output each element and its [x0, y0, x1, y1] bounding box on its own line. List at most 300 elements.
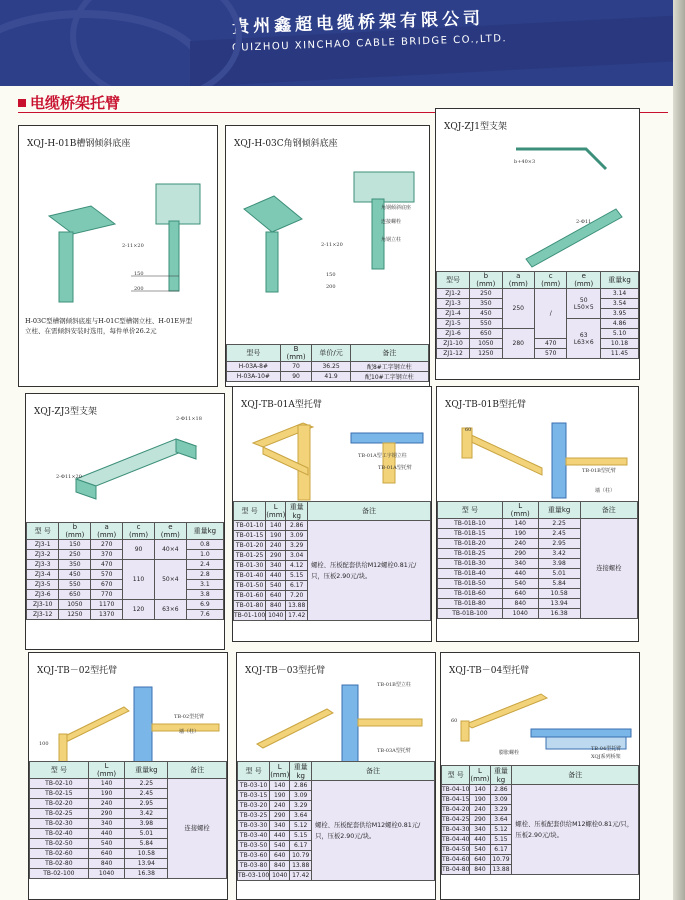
table-cell: TB-01B-100 — [438, 609, 503, 619]
table-cell: 840 — [502, 599, 538, 609]
table-cell: 190 — [502, 529, 538, 539]
table-cell: TB-02-40 — [30, 829, 89, 839]
table-cell: 190 — [270, 791, 290, 801]
table-cell: 650 — [470, 329, 502, 339]
table-cell: 10.18 — [601, 339, 639, 349]
table-cell: 13.88 — [290, 861, 312, 871]
table-cell: ZJ1-6 — [437, 329, 470, 339]
table-cell: TB-01-80 — [234, 601, 266, 611]
table-cell: 140 — [470, 785, 490, 795]
table-cell: TB-03-80 — [238, 861, 270, 871]
spec-table — [29, 761, 227, 879]
table-cell: 280 — [502, 329, 534, 359]
table-cell: TB-01-50 — [234, 581, 266, 591]
dim-slot: 2-11×20 — [321, 242, 343, 248]
table-header-cell: L (mm) — [502, 502, 538, 519]
table-cell: 2.86 — [286, 521, 308, 531]
table-header-cell: 备注 — [350, 345, 428, 362]
table-cell: 440 — [266, 571, 286, 581]
table-cell: 540 — [88, 839, 125, 849]
table-header-cell: 型 号 — [442, 766, 470, 785]
table-cell: TB-01-20 — [234, 541, 266, 551]
table-header-cell: 备注 — [312, 762, 435, 781]
table-cell: 90 — [123, 540, 155, 560]
table-cell: 13.88 — [490, 865, 512, 875]
table-cell: 840 — [88, 859, 125, 869]
table-cell: 5.15 — [490, 835, 512, 845]
table-cell: 640 — [266, 591, 286, 601]
table-header-cell: 型 号 — [238, 762, 270, 781]
table-cell: 110 — [123, 560, 155, 600]
table-cell: 1370 — [91, 610, 123, 620]
table-cell: 250 — [470, 289, 502, 299]
table-row — [234, 521, 431, 531]
table-cell: 1050 — [470, 339, 502, 349]
table-cell: 670 — [91, 580, 123, 590]
table-cell: TB-02-100 — [30, 869, 89, 879]
table-cell: TB-01B-10 — [438, 519, 503, 529]
table-header-cell: 重量kg — [286, 502, 308, 521]
table-cell: 50 L50×5 — [567, 289, 601, 319]
panel-tb01b — [436, 386, 639, 642]
table-cell: TB-03-20 — [238, 801, 270, 811]
table-cell: TB-01B-60 — [438, 589, 503, 599]
table-cell: 70 — [280, 362, 312, 372]
page-edge — [673, 0, 685, 900]
table-cell: 13.88 — [286, 601, 308, 611]
table-cell: 240 — [266, 541, 286, 551]
table-cell: ZJ3-6 — [27, 590, 59, 600]
label-angle-base: 角钢倾斜底座 — [381, 205, 412, 211]
table-cell: 1050 — [59, 600, 91, 610]
table-row — [437, 349, 639, 359]
table-header-cell: 型号 — [227, 345, 281, 362]
table-cell: TB-04-60 — [442, 856, 470, 863]
dim-200: 200 — [326, 284, 336, 290]
table-cell: TB-01B-80 — [438, 599, 503, 609]
table-header-cell: e (mm) — [567, 272, 601, 289]
table-cell: 550 — [470, 319, 502, 329]
table-cell: 3.64 — [290, 811, 312, 821]
table-cell: 2.4 — [186, 560, 223, 570]
table-cell: ZJ3-5 — [27, 580, 59, 590]
table-header-cell: 型 号 — [438, 502, 503, 519]
table-cell: TB-02-60 — [30, 849, 89, 859]
panel-title: XQJ-ZJ3型支架 — [34, 407, 98, 417]
table-header-cell: L (mm) — [88, 762, 125, 779]
table-cell: 3.64 — [490, 815, 512, 825]
panel-title: XQJ-TB－03型托臂 — [245, 666, 326, 676]
table-cell: TB-03-50 — [238, 841, 270, 851]
table-cell: ZJ3-12 — [27, 610, 59, 620]
table-cell: TB-01B-15 — [438, 529, 503, 539]
table-cell: 2.45 — [125, 789, 168, 799]
label-tray: XQJ系列桥架 — [591, 754, 621, 760]
table-cell: 4.12 — [286, 561, 308, 571]
table-cell: 5.01 — [538, 569, 580, 579]
table-cell: 6.17 — [286, 581, 308, 591]
dim-width: b+40×3 — [514, 159, 536, 165]
table-cell: 470 — [91, 560, 123, 570]
table-header-cell: b (mm) — [59, 523, 91, 540]
table-cell: 5.15 — [286, 571, 308, 581]
table-cell: ZJ1-5 — [437, 319, 470, 329]
table-cell: TB-02-50 — [30, 839, 89, 849]
dim-holes-top: 2-Φ11×18 — [176, 416, 202, 422]
table-cell: 240 — [270, 801, 290, 811]
table-cell: 螺栓、压板配套供给M12螺栓0.81元/只，压板2.90元/块。 — [308, 521, 431, 621]
panel-title: XQJ-ZJ1型支架 — [444, 122, 508, 132]
panel-zj1 — [435, 108, 640, 380]
label-bolt: 连接螺栓 — [381, 219, 402, 225]
table-cell: 1040 — [88, 869, 125, 879]
table-cell: 190 — [266, 531, 286, 541]
label-arm: TB-02型托臂 — [174, 714, 205, 720]
table-cell: ZJ1-12 — [437, 349, 470, 359]
company-name-en: GUIZHOU XINCHAO CABLE BRIDGE CO.,LTD. — [231, 33, 508, 54]
table-cell: 10.58 — [538, 589, 580, 599]
table-cell: 770 — [91, 590, 123, 600]
table-cell: 3.42 — [538, 549, 580, 559]
table-cell: 240 — [502, 539, 538, 549]
table-cell: 63×6 — [154, 600, 186, 620]
table-row — [27, 560, 224, 570]
table-cell: 2.25 — [125, 779, 168, 789]
panel-tb03 — [236, 652, 436, 900]
table-row — [442, 785, 639, 795]
table-cell: 3.14 — [601, 289, 639, 299]
table-cell: 7.6 — [186, 610, 223, 620]
table-header-cell: 重量kg — [125, 762, 168, 779]
table-cell: 10.58 — [125, 849, 168, 859]
table-header-cell: 备注 — [512, 766, 639, 785]
dim-200: 200 — [134, 286, 144, 292]
table-cell: 150 — [59, 540, 91, 550]
table-row — [227, 362, 429, 372]
table-cell: 540 — [502, 579, 538, 589]
dim-60: 60 — [465, 427, 472, 433]
table-cell: 2.8 — [186, 570, 223, 580]
table-header-cell: L (mm) — [470, 767, 490, 783]
table-cell: TB-04-80 — [442, 866, 470, 873]
table-cell: 1040 — [270, 871, 290, 881]
table-row — [27, 540, 224, 550]
table-cell: 3.09 — [286, 531, 308, 541]
table-cell: 3.29 — [490, 805, 512, 815]
table-cell: 250 — [502, 289, 534, 329]
table-cell: 5.12 — [490, 825, 512, 835]
panel-zj3 — [25, 393, 225, 650]
table-cell: 5.01 — [125, 829, 168, 839]
panel-title: XQJ-TB-01A型托臂 — [241, 400, 322, 410]
table-cell: 120 — [123, 600, 155, 620]
spec-table — [237, 761, 435, 881]
table-cell: TB-01B-30 — [438, 559, 503, 569]
page-header — [0, 0, 685, 86]
table-cell: 650 — [59, 590, 91, 600]
table-cell: 540 — [470, 845, 490, 855]
table-cell: 2.86 — [290, 781, 312, 791]
table-cell: 290 — [266, 551, 286, 561]
table-cell: TB-03-60 — [238, 851, 270, 861]
table-cell: 840 — [270, 861, 290, 871]
table-cell: ZJ3-2 — [27, 550, 59, 560]
table-header-cell: 型 号 — [27, 523, 59, 540]
table-cell: 3.29 — [286, 541, 308, 551]
table-cell: 470 — [534, 339, 566, 349]
table-cell: 250 — [59, 550, 91, 560]
table-cell: 5.84 — [538, 579, 580, 589]
dim-holes: 2-Φ11 — [576, 219, 592, 225]
label-anchor: 膨胀螺栓 — [499, 750, 520, 756]
table-cell: 1170 — [91, 600, 123, 610]
table-cell: ZJ3-10 — [27, 600, 59, 610]
table-header-cell: 重量kg — [538, 502, 580, 519]
table-cell: 41.9 — [312, 372, 350, 382]
table-cell: 10.79 — [290, 851, 312, 861]
table-cell: TB-02-10 — [30, 779, 89, 789]
panel-h03c — [225, 125, 430, 387]
table-cell: 1250 — [470, 349, 502, 359]
table-cell: ZJ1-3 — [437, 299, 470, 309]
dim-slot: 2-11×20 — [122, 243, 144, 249]
table-cell: 190 — [470, 795, 490, 805]
company-name-cn: 贵州鑫超电缆桥架有限公司 — [231, 8, 485, 38]
dim-150: 150 — [134, 271, 144, 277]
table-cell: 17.42 — [286, 611, 308, 621]
table-header-cell: 单价/元 — [312, 345, 350, 362]
table-cell: TB-03-25 — [238, 811, 270, 821]
table-cell: 3.98 — [125, 819, 168, 829]
label-arm: TB-04型托臂 — [591, 746, 622, 752]
table-cell: 440 — [470, 835, 490, 845]
table-header-cell: a (mm) — [502, 272, 534, 289]
table-cell: 16.38 — [125, 869, 168, 879]
table-cell: 1040 — [502, 609, 538, 619]
table-cell: 640 — [270, 851, 290, 861]
table-header-cell: c (mm) — [123, 523, 155, 540]
table-cell: 11.45 — [601, 349, 639, 359]
table-cell: 3.54 — [601, 299, 639, 309]
tb01a-arm-illustration — [243, 413, 428, 508]
table-cell: TB-03-15 — [238, 791, 270, 801]
table-cell: TB-03-40 — [238, 831, 270, 841]
table-cell: TB-01-10 — [234, 521, 266, 531]
table-cell: 13.94 — [538, 599, 580, 609]
table-cell: 50×4 — [154, 560, 186, 600]
table-cell: 240 — [470, 805, 490, 815]
table-cell: 840 — [266, 601, 286, 611]
table-cell: ZJ3-1 — [27, 540, 59, 550]
table-cell: 连接螺栓 — [580, 519, 637, 619]
table-header-cell: 备注 — [580, 502, 637, 519]
table-cell: 140 — [88, 779, 125, 789]
table-cell: 350 — [470, 299, 502, 309]
spec-table — [441, 765, 639, 875]
section-title: 电缆桥架托臂 — [18, 92, 120, 113]
table-header-cell: 备注 — [168, 762, 227, 779]
dim-150: 150 — [326, 272, 336, 278]
spec-table — [437, 501, 638, 619]
spec-table — [233, 501, 431, 621]
table-cell: 450 — [470, 309, 502, 319]
table-cell: 7.20 — [286, 591, 308, 601]
panel-title: XQJ-TB－02型托臂 — [37, 666, 118, 676]
table-cell: 340 — [470, 825, 490, 835]
table-cell: 3.09 — [490, 795, 512, 805]
table-cell: 840 — [470, 865, 490, 875]
table-cell: 63 L63×6 — [567, 319, 601, 359]
table-cell: 配8#工字钢立柱 — [350, 362, 428, 372]
table-cell: 0.8 — [186, 540, 223, 550]
table-cell: 2.86 — [490, 785, 512, 795]
table-cell: TB-01B-25 — [438, 549, 503, 559]
table-cell: TB-04-20 — [442, 806, 470, 813]
panel-title: XQJ-H-01B槽钢倾斜底座 — [27, 139, 131, 149]
table-cell: 540 — [266, 581, 286, 591]
label-arm: TB-01B型托臂 — [582, 468, 616, 474]
table-cell: 550 — [59, 580, 91, 590]
table-cell: 13.94 — [125, 859, 168, 869]
table-header-cell: 重量kg — [601, 272, 639, 289]
table-cell: 2.45 — [538, 529, 580, 539]
label-arm: TB-03A型托臂 — [377, 748, 411, 754]
table-cell: 640 — [502, 589, 538, 599]
table-cell: 10.79 — [490, 855, 512, 865]
table-cell: 370 — [91, 550, 123, 560]
table-cell: 3.8 — [186, 590, 223, 600]
table-cell: 450 — [59, 570, 91, 580]
table-cell: TB-02-20 — [30, 799, 89, 809]
table-header-cell: B (mm) — [280, 345, 312, 362]
table-cell: 1.0 — [186, 550, 223, 560]
panel-tb04 — [440, 652, 640, 900]
table-header-cell: e (mm) — [154, 523, 186, 540]
table-cell: 螺栓、压板配套供给M12螺栓0.81元/只，压板2.90元/块。 — [512, 785, 639, 875]
panel-title: XQJ-TB-01B型托臂 — [445, 400, 527, 410]
dim-100: 100 — [39, 741, 49, 747]
table-cell: TB-04-50 — [442, 846, 470, 853]
table-cell: 16.38 — [538, 609, 580, 619]
table-cell: TB-02-30 — [30, 819, 89, 829]
table-cell: 640 — [470, 855, 490, 865]
table-cell: TB-04-10 — [442, 786, 470, 793]
table-cell: 290 — [502, 549, 538, 559]
table-cell: H-03A-8# — [227, 362, 281, 372]
table-cell: 2.95 — [538, 539, 580, 549]
table-header-cell: L (mm) — [270, 763, 290, 779]
table-cell: TB-04-40 — [442, 836, 470, 843]
table-cell: TB-01-30 — [234, 561, 266, 571]
panel-title: XQJ-H-03C角钢倾斜底座 — [234, 139, 338, 149]
table-cell: 140 — [502, 519, 538, 529]
table-cell: 350 — [59, 560, 91, 570]
table-cell: ZJ3-3 — [27, 560, 59, 570]
spec-table — [226, 344, 429, 382]
table-cell: 290 — [470, 815, 490, 825]
table-row — [437, 339, 639, 349]
table-cell: 6.17 — [290, 841, 312, 851]
table-cell: 440 — [270, 831, 290, 841]
table-cell: 2.25 — [538, 519, 580, 529]
table-cell: TB-01B-40 — [438, 569, 503, 579]
table-row — [27, 600, 224, 610]
label-post: TB-01B型立柱 — [377, 682, 411, 688]
table-cell: 3.95 — [601, 309, 639, 319]
table-cell: 440 — [88, 829, 125, 839]
table-cell: 5.10 — [601, 329, 639, 339]
label-wall: 墙（柱） — [179, 729, 200, 735]
table-row — [437, 289, 639, 299]
table-cell: ZJ1-2 — [437, 289, 470, 299]
table-cell: 配10#工字钢立柱 — [350, 372, 428, 382]
table-header-cell: b (mm) — [470, 272, 502, 289]
tb02-arm-illustration — [39, 679, 224, 769]
table-cell: TB-03-100 — [238, 872, 270, 879]
label-wall: 墙（柱） — [595, 488, 616, 494]
table-cell: TB-03-30 — [238, 821, 270, 831]
table-cell: / — [534, 289, 566, 339]
table-cell: 6.9 — [186, 600, 223, 610]
table-cell: 570 — [91, 570, 123, 580]
panel-h01b — [18, 125, 218, 387]
table-cell: 3.98 — [538, 559, 580, 569]
label-angle-post: 角钢立柱 — [381, 237, 402, 243]
table-cell: 5.84 — [125, 839, 168, 849]
table-cell: TB-01B-50 — [438, 579, 503, 589]
table-header-cell: 重量kg — [290, 762, 312, 781]
table-cell: 3.09 — [290, 791, 312, 801]
zj3-bracket-illustration — [46, 424, 216, 519]
table-cell: 270 — [91, 540, 123, 550]
panel-tb01a — [232, 386, 432, 642]
table-header-cell: 型 号 — [234, 502, 266, 521]
spec-table — [26, 522, 224, 620]
table-row — [438, 519, 638, 529]
table-cell: 340 — [88, 819, 125, 829]
table-cell: 90 — [280, 372, 312, 382]
table-cell: 190 — [88, 789, 125, 799]
table-cell: 2.95 — [125, 799, 168, 809]
table-cell: 3.04 — [286, 551, 308, 561]
table-cell: 4.86 — [601, 319, 639, 329]
table-cell: TB-03-10 — [238, 781, 270, 791]
table-cell: 17.42 — [290, 871, 312, 881]
table-cell: 5.12 — [290, 821, 312, 831]
table-cell: 290 — [88, 809, 125, 819]
base-bracket-illustration — [31, 166, 211, 306]
table-cell: TB-01-100 — [234, 612, 266, 619]
table-cell: 3.1 — [186, 580, 223, 590]
table-header-cell: 重量kg — [490, 766, 512, 785]
spec-table — [436, 271, 639, 359]
table-cell: TB-04-30 — [442, 826, 470, 833]
table-cell: TB-01-15 — [234, 531, 266, 541]
table-header-cell: 型 号 — [30, 762, 89, 779]
table-cell: TB-02-25 — [30, 809, 89, 819]
table-cell: 340 — [266, 561, 286, 571]
table-cell: 640 — [88, 849, 125, 859]
table-cell: 连接螺栓 — [168, 779, 227, 879]
table-row — [238, 781, 435, 791]
table-cell: ZJ1-10 — [437, 339, 470, 349]
table-cell: 240 — [88, 799, 125, 809]
table-cell: 36.25 — [312, 362, 350, 372]
panel-note: H-03C型槽钢倾斜底座与H-01C型槽钢立柱、H-01E异型 立柱、在需倾斜安装时选用，每件单价26.2元 — [25, 317, 193, 335]
table-cell: 5.15 — [290, 831, 312, 841]
table-header-cell: a (mm) — [91, 523, 123, 540]
table-cell: 340 — [270, 821, 290, 831]
